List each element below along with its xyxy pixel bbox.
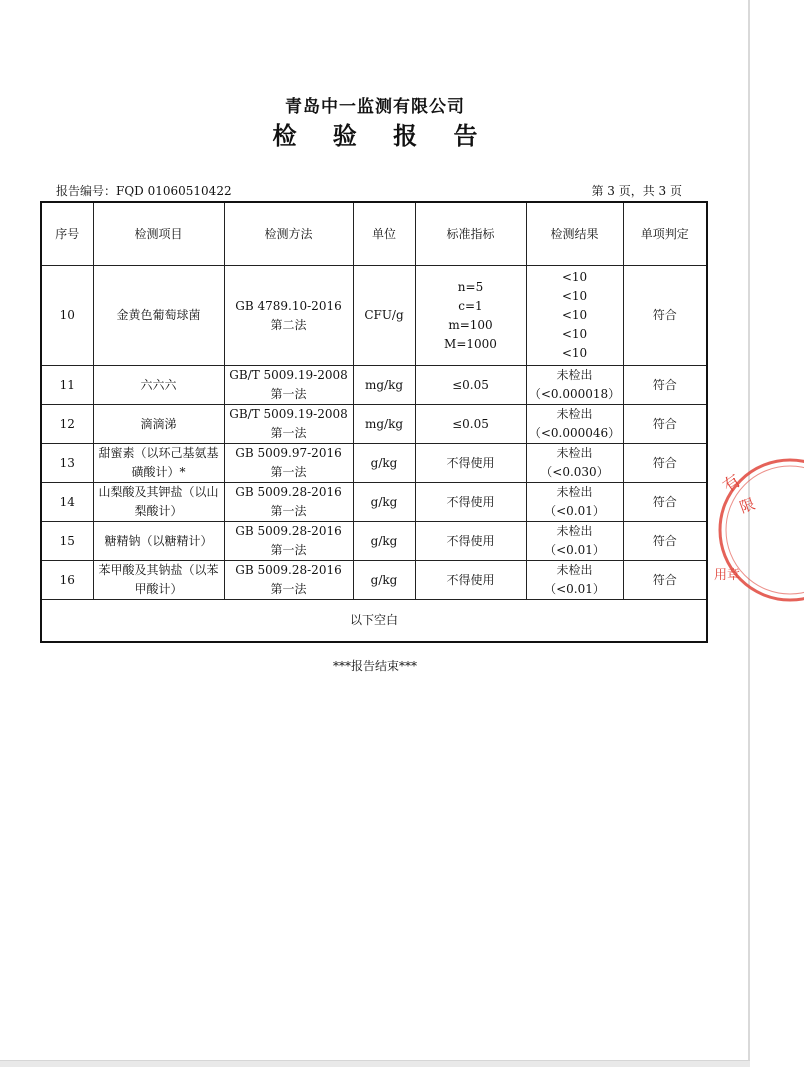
test-item: 金黄色葡萄球菌 (93, 266, 224, 366)
test-item: 滴滴涕 (93, 405, 224, 444)
result-line: 未检出 (556, 563, 593, 577)
method-variant: 第一法 (270, 504, 307, 518)
test-result (526, 522, 623, 561)
test-item: 六六六 (93, 366, 224, 405)
svg-text:限: 限 (737, 494, 758, 517)
method-standard: GB 5009.28-2016 (235, 524, 342, 538)
method-standard: GB 5009.28-2016 (235, 485, 342, 499)
test-method (224, 561, 353, 600)
result-line: （<0.000046） (528, 426, 621, 440)
test-method (224, 522, 353, 561)
report-end-note: ***报告结束*** (332, 659, 417, 673)
test-result (526, 266, 623, 366)
judgement: 符合 (623, 522, 707, 561)
result-line: 未检出 (556, 407, 593, 421)
method-variant: 第二法 (270, 317, 307, 332)
test-method (224, 405, 353, 444)
column-header-unit: 单位 (353, 202, 415, 266)
standard-limit: 不得使用 (415, 522, 526, 561)
test-result (526, 444, 623, 483)
method-variant: 第一法 (270, 465, 307, 479)
standard-limit: 不得使用 (415, 483, 526, 522)
judgement: 符合 (623, 483, 707, 522)
test-result (526, 405, 623, 444)
method-variant: 第一法 (270, 543, 307, 557)
result-line: （<0.01） (544, 582, 605, 596)
result-line: 未检出 (556, 524, 593, 538)
method-variant: 第一法 (270, 582, 307, 596)
svg-text:有: 有 (719, 470, 745, 498)
method-variant: 第一法 (270, 426, 307, 440)
method-standard: GB 4789.10-2016 (235, 298, 342, 313)
row-number: 10 (41, 266, 93, 366)
test-item: 甜蜜素（以环己基氨基磺酸计）* (93, 444, 224, 483)
standard-limit: ≤0.05 (415, 405, 526, 444)
table-row (41, 483, 707, 522)
page-bottom-edge (0, 1060, 750, 1067)
column-header-standard: 标准指标 (415, 202, 526, 266)
test-result (526, 561, 623, 600)
result-line: （<0.01） (544, 504, 605, 518)
blank-note-row (41, 600, 707, 643)
result-line: 未检出 (556, 446, 593, 460)
table-header-row (41, 202, 707, 266)
result-line: <10 (561, 270, 588, 284)
judgement: 符合 (623, 366, 707, 405)
table-row (41, 266, 707, 366)
method-standard: GB 5009.97-2016 (235, 446, 342, 460)
column-header-result: 检测结果 (526, 202, 623, 266)
standard-line: n=5 (457, 279, 484, 294)
judgement: 符合 (623, 266, 707, 366)
unit: CFU/g (353, 266, 415, 366)
row-number: 16 (41, 561, 93, 600)
row-number: 14 (41, 483, 93, 522)
column-header-judgement: 单项判定 (623, 202, 707, 266)
result-line: （<0.01） (544, 543, 605, 557)
judgement: 符合 (623, 444, 707, 483)
test-item: 山梨酸及其钾盐（以山梨酸计） (93, 483, 224, 522)
unit: mg/kg (353, 405, 415, 444)
unit: g/kg (353, 483, 415, 522)
row-number: 12 (41, 405, 93, 444)
judgement: 符合 (623, 561, 707, 600)
result-line: 未检出 (556, 485, 593, 499)
table-row (41, 561, 707, 600)
report-number: 报告编号：FQD 01060510422 (56, 184, 232, 198)
standard-limit: 不得使用 (415, 444, 526, 483)
method-standard: GB/T 5009.19-2008 (229, 368, 348, 382)
svg-text:用章: 用章 (714, 568, 741, 583)
result-line: <10 (561, 346, 588, 360)
document-title: 检 验 报 告 (272, 122, 492, 150)
standard-limit: 不得使用 (415, 561, 526, 600)
method-variant: 第一法 (270, 387, 307, 401)
method-standard: GB/T 5009.19-2008 (229, 407, 348, 421)
row-number: 13 (41, 444, 93, 483)
result-line: <10 (561, 289, 588, 303)
standard-line: m=100 (448, 317, 493, 332)
test-item: 糖精钠（以糖精计） (93, 522, 224, 561)
table-row (41, 522, 707, 561)
unit: g/kg (353, 561, 415, 600)
standard-limit (415, 266, 526, 366)
result-line: <10 (561, 308, 588, 322)
test-result (526, 483, 623, 522)
result-line: <10 (561, 327, 588, 341)
method-standard: GB 5009.28-2016 (235, 563, 342, 577)
result-line: （<0.030） (540, 465, 609, 479)
page-indicator: 第 3 页，共 3 页 (591, 184, 682, 198)
blank-note: 以下空白 (41, 600, 707, 643)
result-line: 未检出 (556, 368, 593, 382)
column-header-method: 检测方法 (224, 202, 353, 266)
test-method (224, 444, 353, 483)
test-method (224, 366, 353, 405)
company-name: 青岛中一监测有限公司 (285, 97, 465, 117)
table-row (41, 444, 707, 483)
standard-line: c=1 (458, 298, 483, 313)
column-header-item: 检测项目 (93, 202, 224, 266)
result-line: （<0.000018） (528, 387, 621, 401)
row-number: 11 (41, 366, 93, 405)
unit: mg/kg (353, 366, 415, 405)
row-number: 15 (41, 522, 93, 561)
unit: g/kg (353, 522, 415, 561)
unit: g/kg (353, 444, 415, 483)
test-method (224, 483, 353, 522)
test-result (526, 366, 623, 405)
judgement: 符合 (623, 405, 707, 444)
test-item: 苯甲酸及其钠盐（以苯甲酸计） (93, 561, 224, 600)
standard-limit: ≤0.05 (415, 366, 526, 405)
standard-line: M=1000 (444, 336, 497, 351)
table-row (41, 366, 707, 405)
results-table (40, 201, 708, 643)
table-row (41, 405, 707, 444)
column-header-no: 序号 (41, 202, 93, 266)
official-seal-stamp (712, 455, 804, 605)
test-method (224, 266, 353, 366)
